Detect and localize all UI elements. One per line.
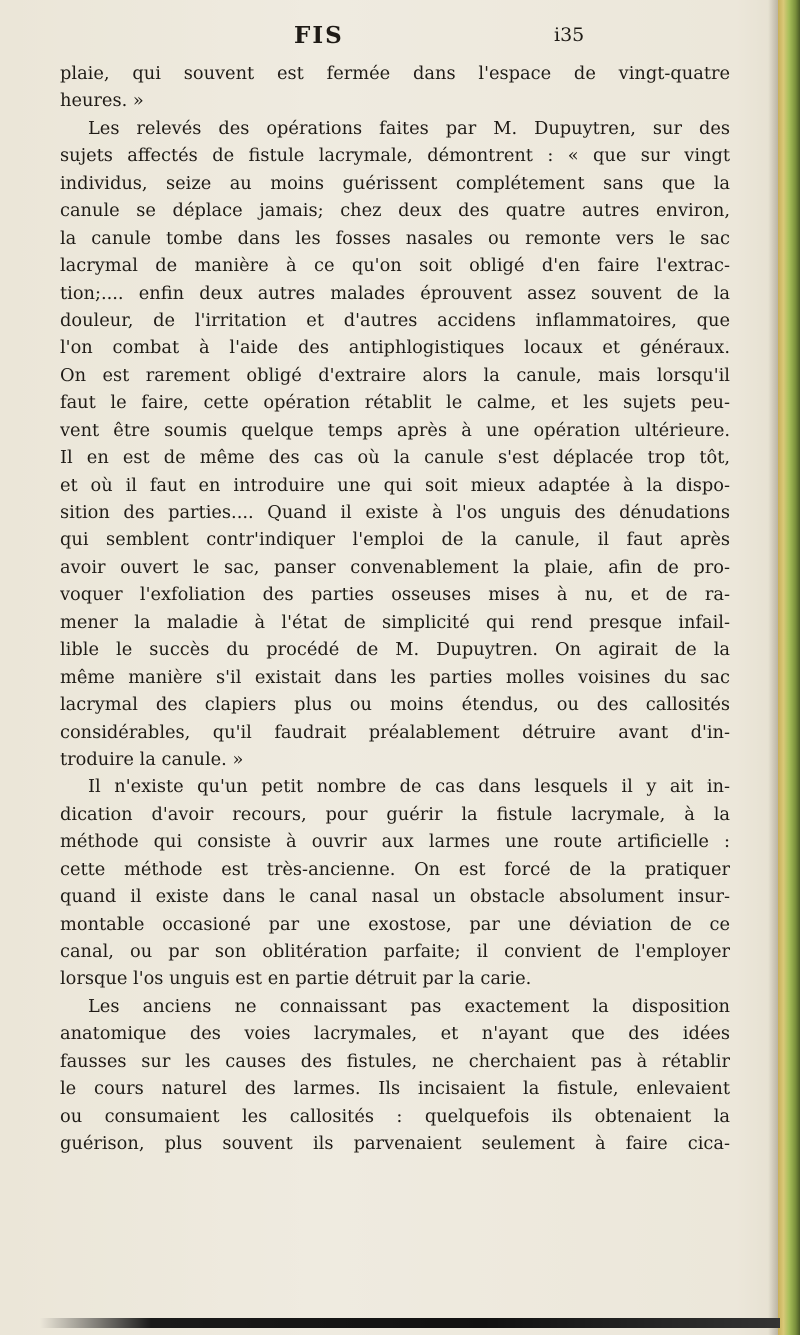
text-line: individus, seize au moins guérissent complétement sans que la bbox=[60, 172, 730, 194]
text-line: Les relevés des opérations faites par M. Dupuytren, sur des bbox=[88, 117, 730, 139]
text-line: lacrymal de manière à ce qu'on soit obligé d'en faire l'extrac- bbox=[60, 255, 730, 277]
text-line: guérison, plus souvent ils parvenaient seulement à faire cica- bbox=[60, 1133, 730, 1155]
text-line: avoir ouvert le sac, panser convenablement la plaie, afin de pro- bbox=[60, 556, 730, 578]
text-line: méthode qui consiste à ouvrir aux larmes une route artificielle : bbox=[60, 831, 730, 853]
book-edge bbox=[778, 0, 800, 1335]
text-line: plaie, qui souvent est fermée dans l'espace de vingt-quatre bbox=[60, 63, 730, 84]
text-line: heures. » bbox=[60, 90, 144, 112]
text-line: cette méthode est très-ancienne. On est forcé de la pratiquer bbox=[60, 858, 730, 880]
text-line: tion;.... enfin deux autres malades éprouvent assez souvent de la bbox=[60, 282, 730, 304]
body-text bbox=[60, 60, 730, 1158]
text-line: et où il faut en introduire une qui soit mieux adaptée à la dispo- bbox=[60, 474, 730, 496]
page-number: i35 bbox=[554, 24, 585, 46]
text-line: considérables, qu'il faudrait préalablement détruire avant d'in- bbox=[60, 721, 730, 743]
text-line: vent être soumis quelque temps après à une opération ultérieure. bbox=[60, 419, 730, 441]
text-line: fausses sur les causes des fistules, ne cherchaient pas à rétablir bbox=[60, 1050, 730, 1072]
text-line: voquer l'exfoliation des parties osseuses mises à nu, et de ra- bbox=[60, 584, 730, 606]
text-line: la canule tombe dans les fosses nasales ou remonte vers le sac bbox=[60, 227, 730, 249]
running-head: FIS bbox=[294, 22, 344, 49]
text-line: anatomique des voies lacrymales, et n'ayant que des idées bbox=[60, 1023, 730, 1045]
text-line: quand il existe dans le canal nasal un obstacle absolument insur- bbox=[60, 886, 730, 908]
text-line: On est rarement obligé d'extraire alors la canule, mais lorsqu'il bbox=[60, 364, 730, 386]
text-line: lorsque l'os unguis est en partie détruit par la carie. bbox=[60, 968, 532, 990]
text-line: dication d'avoir recours, pour guérir la fistule lacrymale, à la bbox=[60, 803, 730, 825]
page-gutter-shadow bbox=[768, 0, 778, 1335]
text-line: canal, ou par son oblitération parfaite; il convient de l'employer bbox=[60, 941, 730, 962]
text-line: Il en est de même des cas où la canule s'est déplacée trop tôt, bbox=[60, 447, 730, 469]
text-line: douleur, de l'irritation et d'autres accidens inflammatoires, que bbox=[60, 309, 730, 331]
text-line: sujets affectés de fistule lacrymale, démontrent : « que sur vingt bbox=[60, 145, 730, 167]
text-line: ou consumaient les callosités : quelquefois ils obtenaient la bbox=[60, 1105, 730, 1127]
page-header bbox=[0, 22, 800, 52]
text-line: qui semblent contr'indiquer l'emploi de la canule, il faut après bbox=[60, 529, 730, 551]
bottom-edge-shadow bbox=[40, 1318, 780, 1328]
text-line: montable occasioné par une exostose, par une déviation de ce bbox=[60, 913, 730, 935]
text-line: lacrymal des clapiers plus ou moins étendus, ou des callosités bbox=[60, 694, 730, 716]
text-line: le cours naturel des larmes. Ils incisaient la fistule, enlevaient bbox=[60, 1078, 730, 1100]
text-line: lible le succès du procédé de M. Dupuytren. On agirait de la bbox=[60, 639, 730, 661]
text-line: canule se déplace jamais; chez deux des quatre autres environ, bbox=[60, 200, 730, 222]
text-line: Il n'existe qu'un petit nombre de cas dans lesquels il y ait in- bbox=[88, 776, 730, 798]
text-line: faut le faire, cette opération rétablit le calme, et les sujets peu- bbox=[60, 392, 730, 414]
text-line: même manière s'il existait dans les parties molles voisines du sac bbox=[60, 666, 730, 688]
text-line: mener la maladie à l'état de simplicité qui rend presque infail- bbox=[60, 611, 730, 633]
text-line: Les anciens ne connaissant pas exactement la disposition bbox=[88, 995, 730, 1017]
text-line: sition des parties.... Quand il existe à l'os unguis des dénudations bbox=[60, 502, 730, 523]
text-line: troduire la canule. » bbox=[60, 748, 244, 770]
text-line: l'on combat à l'aide des antiphlogistiques locaux et généraux. bbox=[60, 337, 730, 359]
